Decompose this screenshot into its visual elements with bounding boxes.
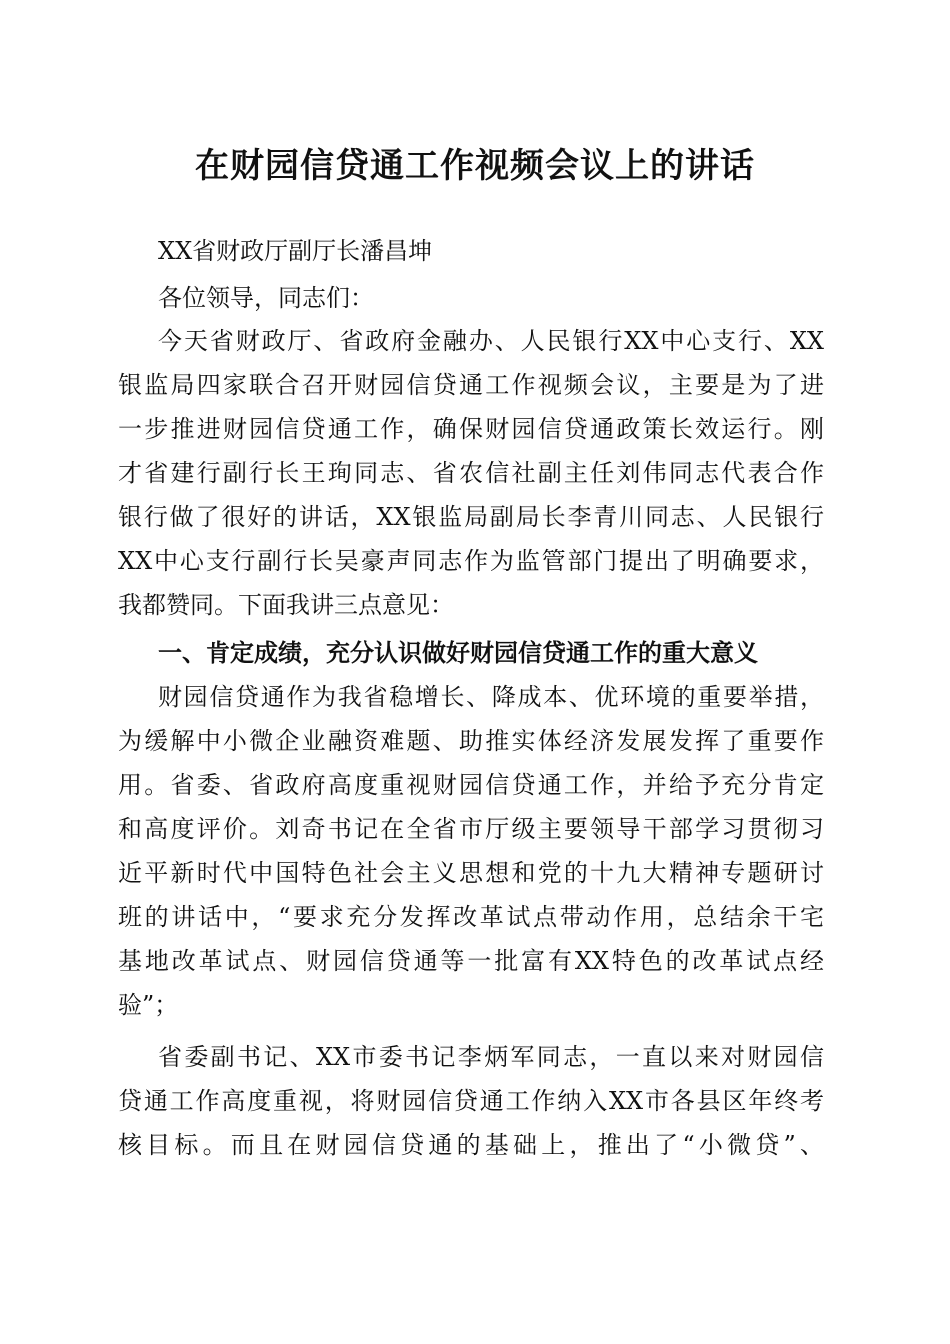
paragraph-line: XX中心支行副行长吴豪声同志作为监管部门提出了明确要求， — [118, 547, 824, 575]
paragraph-line: 验”； — [118, 991, 179, 1019]
paragraph-line: 贷通工作高度重视，将财园信贷通工作纳入XX市各县区年终考 — [118, 1087, 824, 1115]
paragraph-line: 财园信贷通作为我省稳增长、降成本、优环境的重要举措， — [158, 683, 824, 711]
paragraph-line: 近平新时代中国特色社会主义思想和党的十九大精神专题研讨 — [118, 859, 824, 887]
paragraph-line: 基地改革试点、财园信贷通等一批富有XX特色的改革试点经 — [118, 947, 824, 975]
paragraph-line: 用。省委、省政府高度重视财园信贷通工作，并给予充分肯定 — [118, 771, 824, 799]
paragraph-line: 今天省财政厅、省政府金融办、人民银行XX中心支行、XX — [158, 327, 824, 355]
paragraph-line: 核目标。而且在财园信贷通的基础上，推出了“小微贷”、 — [118, 1131, 824, 1159]
paragraph-line: 银监局四家联合召开财园信贷通工作视频会议，主要是为了进 — [118, 371, 824, 399]
document-title: 在财园信贷通工作视频会议上的讲话 — [195, 146, 755, 186]
paragraph-line: 为缓解中小微企业融资难题、助推实体经济发展发挥了重要作 — [118, 727, 824, 755]
paragraph-line: 班的讲话中，“要求充分发挥改革试点带动作用，总结余干宅 — [118, 903, 824, 931]
section-heading: 一、肯定成绩，充分认识做好财园信贷通工作的重大意义 — [158, 639, 758, 667]
greeting-line: 各位领导，同志们： — [158, 284, 374, 312]
paragraph-line: 我都赞同。下面我讲三点意见： — [118, 591, 454, 619]
paragraph-line: 银行做了很好的讲话，XX银监局副局长李青川同志、人民银行 — [118, 503, 824, 531]
speaker-line: XX省财政厅副厅长潘昌坤 — [158, 237, 433, 265]
paragraph-line: 省委副书记、XX市委书记李炳军同志，一直以来对财园信 — [158, 1043, 824, 1071]
paragraph-line: 和高度评价。刘奇书记在全省市厅级主要领导干部学习贯彻习 — [118, 815, 824, 843]
paragraph-line: 才省建行副行长王珣同志、省农信社副主任刘伟同志代表合作 — [118, 459, 824, 487]
paragraph-line: 一步推进财园信贷通工作，确保财园信贷通政策长效运行。刚 — [118, 415, 824, 443]
